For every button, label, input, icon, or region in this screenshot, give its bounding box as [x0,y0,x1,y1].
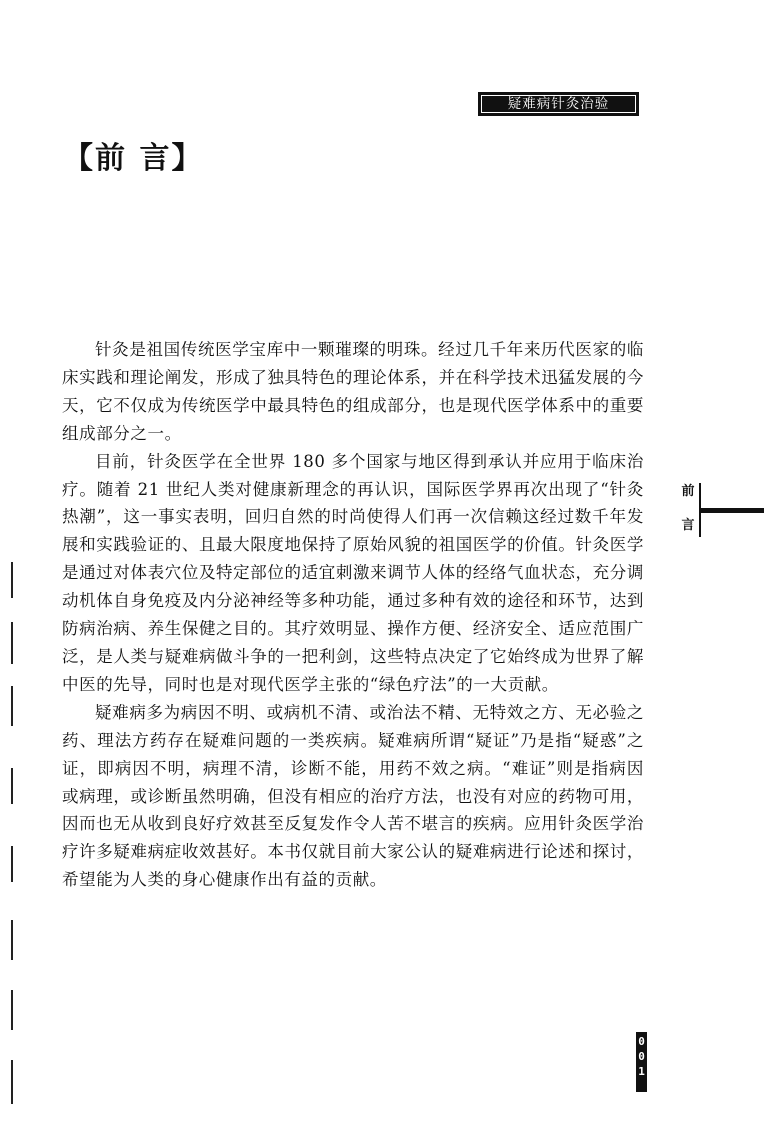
book-title: 疑难病针灸治验 [481,95,636,113]
side-tab-char-2: 言 [681,518,695,533]
section-side-tab [679,480,764,538]
book-title-tag [478,92,639,116]
margin-rule [11,622,13,664]
page-title: 【前 言】 [63,141,204,176]
paragraph-3: 疑难病多为病因不明、或病机不清、或治法不精、无特效之方、无必验之药、理法方药存在疑难问题的一类疾病。疑难病所谓“疑证”乃是指“疑惑”之证，即病因不明，病理不清，诊断不能，用药不效之病。“难证”则是指病因或病理，或诊断虽然明确，但没有相应的治疗方法，也没有对应的药物可用，因而也无从收到良好疗效甚至反复发作令人苦不堪言的疾病。应用针灸医学治疗许多疑难病症收效甚好。本书仅就目前大家公认的疑难病进行论述和探讨，希望能为人类的身心健康作出有益的贡献。 [62,702,644,890]
paragraph-1: 针灸是祖国传统医学宝库中一颗璀璨的明珠。经过几千年来历代医家的临床实践和理论阐发，形成了独具特色的理论体系，并在科学技术迅猛发展的今天，它不仅成为传统医学中最具特色的组成部分，也是现代医学体系中的重要组成部分之一。 [62,340,644,443]
page-number-digit: 0 [638,1035,645,1048]
side-tab-bar [699,508,764,513]
margin-rule [11,990,13,1030]
margin-rule [11,846,13,882]
margin-rule [11,562,13,598]
side-tab-char-1: 前 [681,484,695,499]
margin-rule [11,1060,13,1104]
page-number [636,1032,647,1092]
page-number-digit: 1 [638,1065,645,1078]
paragraph-2: 目前，针灸医学在全世界 180 多个国家与地区得到承认并应用于临床治疗。随着 21 世纪人类对健康新理念的再认识，国际医学界再次出现了“针灸热潮”，这一事实表明，回归自然的时尚使得人们再一次信赖这经过数千年发展和实践验证的、且最大限度地保持了原始风貌的祖国医学的价值。针灸医学是通过对体表穴位及特定部位的适宜刺激来调节人体的经络气血状态，充分调动机体自身免疫及内分泌神经等多种功能，通过多种有效的途径和环节，达到防病治病、养生保健之目的。其疗效明显、操作方便、经济安全、适应范围广泛，是人类与疑难病做斗争的一把利剑，这些特点决定了它始终成为世界了解中医的先导，同时也是对现代医学主张的“绿色疗法”的一大贡献。 [62,451,644,694]
margin-rule [11,768,13,804]
margin-rule [11,686,13,726]
margin-rule [11,920,13,960]
body-text [62,336,644,894]
page-number-digit: 0 [638,1050,645,1063]
